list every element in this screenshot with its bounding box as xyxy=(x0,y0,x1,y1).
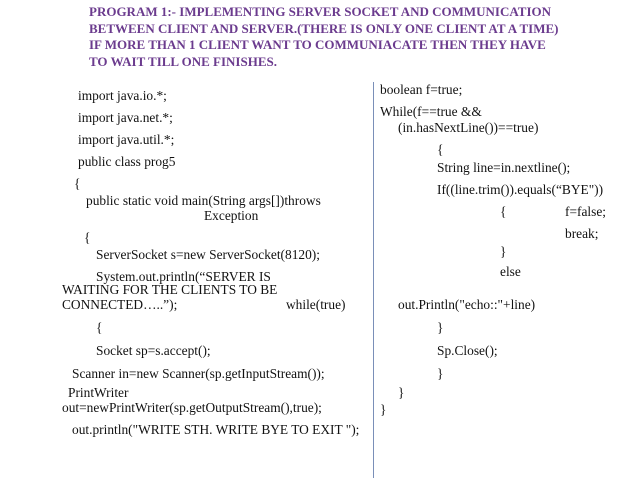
title-line: IF MORE THAN 1 CLIENT WANT TO COMMUNIACATE THEN THEY HAVE xyxy=(89,37,546,52)
code-line: break; xyxy=(565,226,599,241)
code-line: { xyxy=(437,142,444,157)
code-line: boolean f=true; xyxy=(380,82,463,97)
code-line: } xyxy=(398,385,405,400)
code-line: } xyxy=(500,244,507,259)
code-line: Socket sp=s.accept(); xyxy=(96,343,211,358)
code-line: out.println("WRITE STH. WRITE BYE TO EXIT "); xyxy=(72,422,360,437)
code-line: public class prog5 xyxy=(78,154,176,169)
code-line: import java.util.*; xyxy=(78,132,175,147)
code-line: out.Println("echo::"+line) xyxy=(398,297,536,312)
code-line: { xyxy=(74,176,81,191)
code-line: Sp.Close(); xyxy=(437,343,498,358)
code-line: CONNECTED…..”); xyxy=(62,297,178,312)
code-line: { xyxy=(96,320,103,335)
code-line: f=false; xyxy=(565,204,607,219)
code-line: Exception xyxy=(204,208,259,223)
code-line: WAITING FOR THE CLIENTS TO BE xyxy=(62,282,278,297)
code-line: } xyxy=(437,366,444,381)
code-line: String line=in.nextline(); xyxy=(437,160,571,175)
code-line: } xyxy=(380,402,387,417)
code-line: else xyxy=(500,264,521,279)
code-line: while(true) xyxy=(286,297,346,312)
code-line: System.out.println(“SERVER IS xyxy=(96,269,271,284)
title-line: BETWEEN CLIENT AND SERVER.(THERE IS ONLY ONE CLIENT AT A TIME) xyxy=(89,20,559,36)
code-line: PrintWriter xyxy=(68,385,129,400)
column-divider xyxy=(373,82,374,478)
code-line: out=newPrintWriter(sp.getOutputStream(),true); xyxy=(62,400,322,415)
code-line: public static void main(String args[])throws xyxy=(86,193,321,208)
code-line: import java.io.*; xyxy=(78,88,167,103)
slide-title xyxy=(89,4,619,70)
title-line: TO WAIT TILL ONE FINISHES. xyxy=(89,53,277,69)
code-line: While(f==true && xyxy=(380,104,482,119)
code-line: { xyxy=(84,230,91,245)
code-line: { xyxy=(500,204,507,219)
code-line: (in.hasNextLine())==true) xyxy=(398,120,539,135)
code-line: Scanner in=new Scanner(sp.getInputStream()); xyxy=(72,366,325,381)
code-line: import java.net.*; xyxy=(78,110,173,125)
code-line: ServerSocket s=new ServerSocket(8120); xyxy=(96,247,320,262)
code-line: } xyxy=(437,320,444,335)
title-line: PROGRAM 1:- IMPLEMENTING SERVER SOCKET AND COMMUNICATION xyxy=(89,4,552,19)
code-line: If((line.trim()).equals(“BYE")) xyxy=(437,182,604,197)
